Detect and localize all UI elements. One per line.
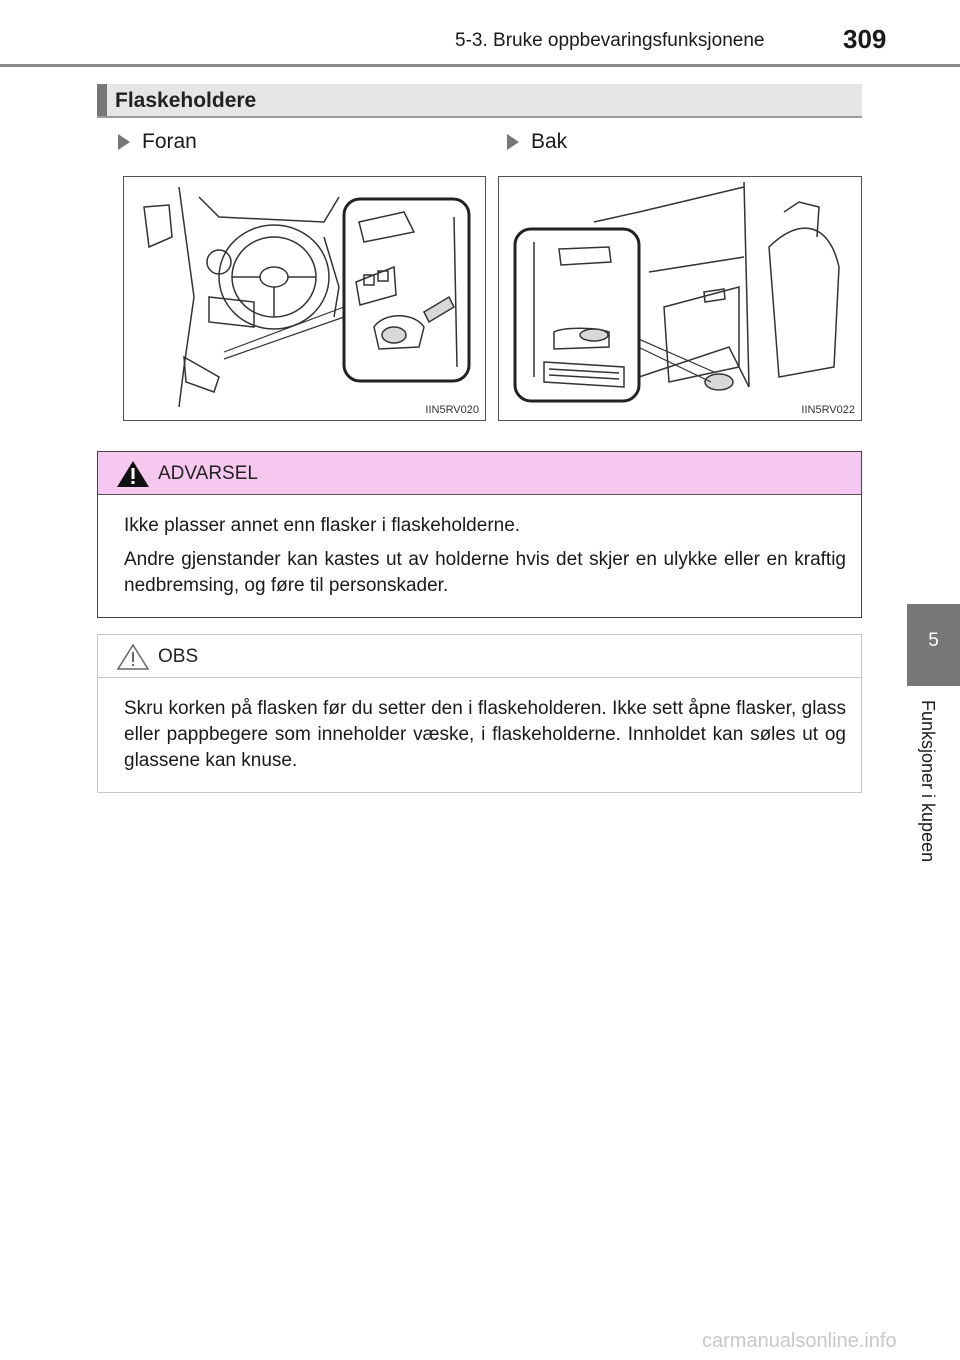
triangle-bullet-icon [118,134,130,150]
warning-label: ADVARSEL [158,463,258,484]
caution-triangle-icon [116,643,150,676]
warning-paragraph-2: Andre gjenstander kan kastes ut av holderne hvis det skjer en ulykke eller en kraftig nedbremsing, og føre til personskader. [124,549,846,596]
notice-box [97,634,862,793]
header-title: 5-3. Bruke oppbevaringsfunksjonene [455,30,765,51]
warning-box [97,451,862,618]
page-number: 309 [843,24,887,54]
header-rule [0,64,960,67]
section-heading [97,84,862,118]
warning-header [98,452,861,495]
warning-triangle-icon [116,460,150,493]
section-heading-text: Flaskeholdere [115,89,257,112]
subsection-front [118,130,197,154]
figure-front-cabin [123,176,486,421]
front-cabin-illustration [124,177,486,421]
subsection-front-label: Foran [142,130,197,153]
chapter-number: 5 [928,630,939,651]
subsection-rear-label: Bak [531,130,568,153]
watermark: carmanualsonline.info [702,1330,897,1352]
notice-label: OBS [158,646,199,667]
warning-body [98,495,861,599]
chapter-label: Funksjoner i kupeen [918,700,938,863]
figure-rear-cabin [498,176,862,421]
figure-front-code: IIN5RV020 [425,404,479,416]
notice-body: Skru korken på flasken før du setter den i flaskeholderen. Ikke sett åpne flasker, glass eller pappbegere som inneholder væske, i flaskeholderne. Innholdet kan søles ut og glassene kan knuse. [124,698,846,771]
section-heading-bar [97,84,107,116]
rear-cabin-illustration [499,177,862,421]
figure-rear-code: IIN5RV022 [801,404,855,416]
subsection-rear [507,130,567,154]
warning-paragraph-1: Ikke plasser annet enn flasker i flaskeholderne. [124,515,521,536]
chapter-tab [907,604,960,686]
triangle-bullet-icon [507,134,519,150]
notice-header [98,635,861,678]
